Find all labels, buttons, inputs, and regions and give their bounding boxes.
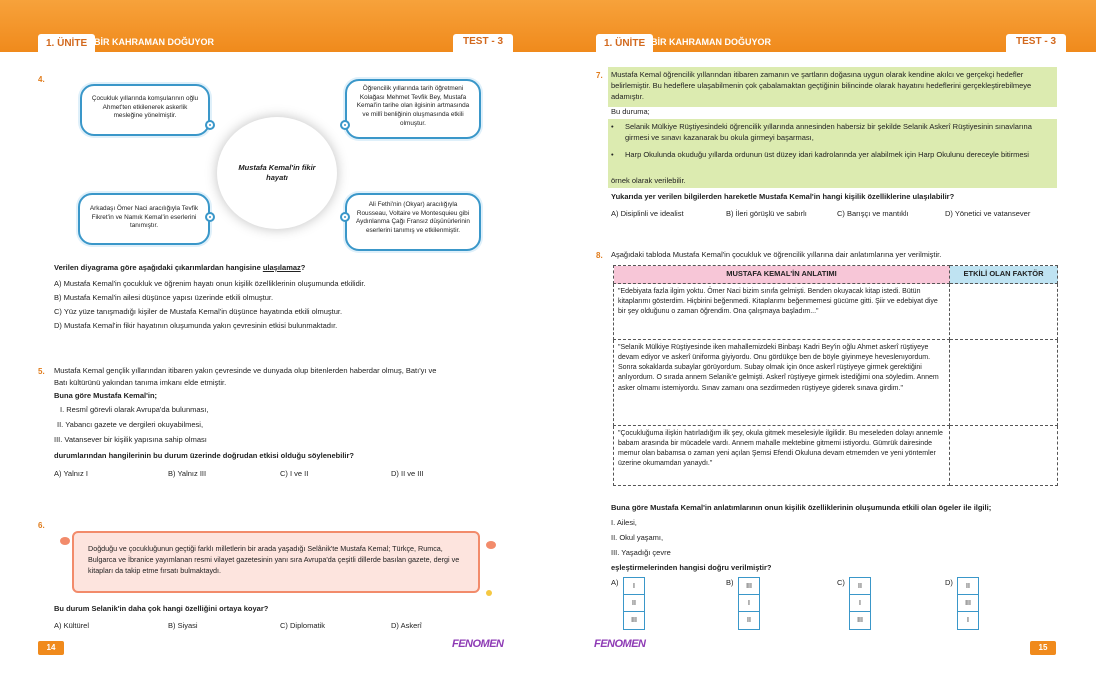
answer-value: I <box>624 578 644 595</box>
statement-item: III. Yaşadığı çevre <box>611 548 671 557</box>
question-stem: Bu durum Selanik'in daha çok hangi özelliğini ortaya koyar? <box>54 604 269 613</box>
stem-text: Verilen diyagrama göre aşağıdaki çıkarımlardan hangisine <box>54 263 263 272</box>
unit-title-right: BİR KAHRAMAN DOĞUYOR <box>651 37 771 47</box>
option-d-answer[interactable] <box>957 577 979 630</box>
statement-item: II. Okul yaşamı, <box>611 533 664 542</box>
diagram-center-label: Mustafa Kemal'in fikir hayatı <box>238 162 316 182</box>
question-stem <box>54 263 305 274</box>
answer-value: II <box>850 578 870 595</box>
unit-title-left: BİR KAHRAMAN DOĞUYOR <box>94 37 214 47</box>
answer-value: II <box>958 578 978 595</box>
question-stem: durumlarından hangilerinin bu durum üzerinde doğrudan etkisi olduğu söylenebilir? <box>54 451 355 460</box>
bullet-text: Harp Okulunda okuduğu yıllarda ordunun üst düzey idari kadrolarında yer alabilmek için Harp Okulunu dereceyle bitirmesi <box>625 150 1029 159</box>
question-stem: Yukarıda yer verilen bilgilerden hareketle Mustafa Kemal'in hangi kişilik özelliklerine ulaşılabilir? <box>611 192 955 201</box>
question-text: örnek olarak verilebilir. <box>611 176 686 185</box>
answer-value: II <box>624 595 644 612</box>
answer-value: I <box>967 617 969 624</box>
option-a[interactable]: A) Disiplinli ve idealist <box>611 209 684 218</box>
bullet-text: Selanik Mülkiye Rüştiyesindeki öğrencilik yıllarında annesinden habersiz bir şekilde Selanik Askerî Rüştiyesinin sınavlarına girmesi ve sınavı kazanarak bu okula girmeyi başarması, <box>625 122 1032 142</box>
option-c[interactable]: C) Yüz yüze tanışmadığı kişiler de Mustafa Kemal'in düşünce hayatında etkili olmuştur. <box>54 307 343 316</box>
table-cell: "Edebiyata fazla ilgim yoktu. Ömer Naci bizim sınıfa gelmişti. Benden okuyacak kitap istedi. Bütün kitaplarımı gösterdim. Hiçbirini beğenmedi. Kitaplarımı beğenmemesi gücüme gitti. Şiir ve edebiyat diye bir şey olduğunu o zaman öğrendim. Ona çalışmaya başladım..." <box>614 284 950 340</box>
statement-item: II. Yabancı gazete ve dergileri okuyabilmesi, <box>57 420 204 429</box>
statement-item: III. Vatansever bir kişilik yapısına sahip olması <box>54 435 207 444</box>
answer-value: II <box>747 617 751 624</box>
option-b-answer[interactable] <box>738 577 760 630</box>
page-number: 15 <box>1030 641 1056 655</box>
option-a[interactable]: A) Yalnız I <box>54 469 88 478</box>
option-a[interactable]: A) Kültürel <box>54 621 90 630</box>
option-b[interactable]: B) Mustafa Kemal'in ailesi düşünce yapısı üzerinde etkili olmuştur. <box>54 293 274 302</box>
question-text: Aşağıdaki tabloda Mustafa Kemal'in çocukluk ve öğrencilik yıllarına dair anlatımlarına yer verilmiştir. <box>611 250 942 259</box>
connector-dot-icon <box>205 212 215 222</box>
option-b[interactable]: B) Yalnız III <box>168 469 207 478</box>
answer-value: III <box>739 578 759 595</box>
unit-tag-right <box>596 34 653 52</box>
option-d[interactable]: D) Askerî <box>391 621 422 630</box>
quote-table <box>613 265 1058 486</box>
answer-value: I <box>739 595 759 612</box>
table-cell: "Çocukluğuma ilişkin hatırladığım ilk şey, okula gitmek meselesiyle ilgilidir. Bu meseleden dolayı annemle babam arasında bir mücadele vardı. Annem mahalle mektebine gitmemi istiyordu. Gümrük dairesinde memur olan babamsa o zaman yeni açılan Şemsi Efendi Okuluna devam etmemden ve yeni yöntemler üzerine okumamdan yanaydı." <box>614 426 950 486</box>
option-d-label[interactable]: D) <box>945 578 953 587</box>
option-a-answer[interactable] <box>623 577 645 630</box>
answer-cell <box>950 284 1058 340</box>
test-tag-left: TEST - 3 <box>453 34 513 52</box>
table-row <box>614 426 1058 486</box>
table-row <box>614 284 1058 340</box>
diagram-bubble-top-right: Öğrencilik yıllarında tarih öğretmeni Kolağası Mehmet Tevfik Bey, Mustafa Kemal'in tarihe olan ilgisinin artmasında ve millî benliğinin oluşmasında etkili olmuştur. <box>345 79 481 139</box>
question-number: 6. <box>38 521 45 530</box>
connector-dot-icon <box>205 120 215 130</box>
answer-value: I <box>850 595 870 612</box>
unit-tag-left <box>38 34 95 52</box>
unit-label: 1. ÜNİTE <box>604 37 646 49</box>
table-cell: "Selanik Mülkiye Rüştiyesinde iken mahallemizdeki Binbaşı Kadri Bey'in oğlu Ahmet askerî rüştiyeye devam ediyor ve askerî üniforma giyiyordu. Onu gördükçe ben de böyle giyinmeye heveslenıyordum. Sonra sokaklarda subaylar görüyordum. Subay olmak için önce askerî rüştiyeye girmek gerektiğini anlıyordum. O sırada annem Selanik'e gelmişti. Askerî rüştiyeye girmek istediğimi ona söyledim. Annem asker olmamı istemiyordu. Sınav zamanı ona sezdirmeden rüştiyeye giderek sınava girdim." <box>614 340 950 426</box>
stem-end: ? <box>300 263 306 272</box>
question-number: 4. <box>38 75 45 84</box>
decor-icon <box>486 541 496 549</box>
question-text: Batı kültürünü yakından tanıma imkanı elde etmiştir. <box>54 378 227 387</box>
column-header: ETKİLİ OLAN FAKTÖR <box>950 266 1058 284</box>
question-text: Bu duruma; <box>611 107 650 116</box>
bullet-icon: • <box>611 150 614 159</box>
option-c[interactable]: C) I ve II <box>280 469 309 478</box>
page-number: 14 <box>38 641 64 655</box>
option-a[interactable]: A) Mustafa Kemal'in çocukluk ve öğrenim hayatı onun kişilik özelliklerinin oluşumunda etkilidir. <box>54 279 366 288</box>
diagram-bubble-bottom-left: Arkadaşı Ömer Naci aracılığıyla Tevfik Fikret'in ve Namık Kemal'in eserlerini tanımıştır. <box>78 193 210 245</box>
statement-item: I. Resmî görevli olarak Avrupa'da bulunması, <box>60 405 209 414</box>
connector-dot-icon <box>340 212 350 222</box>
question-text: Mustafa Kemal gençlik yıllarından itibaren yakın çevresinde ve dunyada olup bitenlerden haberdar olmuş, Batı'yı ve <box>54 366 437 375</box>
column-header: MUSTAFA KEMAL'İN ANLATIMI <box>614 266 950 284</box>
text-box: Doğduğu ve çocukluğunun geçtiği farklı milletlerin bir arada yaşadığı Selânik'te Mustafa Kemal; Türkçe, Rumca, Bulgarca ve İbranice yayımlanan resmi vilayet gazetesinin yanı sıra Avrupa'da çeşitli dillerde basılan gazete, dergi ve kitapları da takip etme fırsatı bulmaktaydı. <box>72 531 480 593</box>
option-a-label[interactable]: A) <box>611 578 619 587</box>
publisher-logo: FENOMEN <box>594 638 646 650</box>
unit-label: 1. ÜNİTE <box>46 37 88 49</box>
stem-emphasis: ulaşılamaz <box>262 263 301 272</box>
question-number: 5. <box>38 367 45 376</box>
option-b[interactable]: B) İleri görüşlü ve sabırlı <box>726 209 807 218</box>
diagram-bubble-top-left: Çocukluk yıllarında komşularının oğlu Ahmet'ten etkilenerek askerlik mesleğine yönelmiştir. <box>80 84 210 136</box>
statement-item: I. Ailesi, <box>611 518 637 527</box>
question-text: Mustafa Kemal öğrencilik yıllarından itibaren zamanın ve şartların doğasına uygun olarak kendine akılcı ve gerçekçi hedefler belirlemiştir. Bu hedeflere ulaşabilmenin çok çabalamaktan geçtiğinin bilincinde olarak hayatını hedeflerini gerçekleştirebilmeye adamıştır. <box>611 70 1032 101</box>
option-b-label[interactable]: B) <box>726 578 734 587</box>
diagram-center <box>217 117 337 229</box>
answer-value: III <box>958 595 978 612</box>
question-number: 7. <box>596 71 603 80</box>
answer-value: III <box>631 617 637 624</box>
option-b[interactable]: B) Siyasi <box>168 621 198 630</box>
question-text: Buna göre Mustafa Kemal'in; <box>54 391 158 400</box>
option-c[interactable]: C) Barışçı ve mantıklı <box>837 209 909 218</box>
diagram-bubble-bottom-right: Ali Fethi'nin (Okyar) aracılığıyla Rousseau, Voltaire ve Montesquieu gibi Aydınlanma Çağı Fransız düşünürlerinin eserlerini tanımış ve etkilenmiştir. <box>345 193 481 251</box>
option-c-label[interactable]: C) <box>837 578 845 587</box>
question-stem: Buna göre Mustafa Kemal'in anlatımlarının onun kişilik özelliklerinin oluşumunda etkili olan ögeler ile ilgili; <box>611 503 992 512</box>
table-row <box>614 340 1058 426</box>
answer-value: III <box>857 617 863 624</box>
decor-icon <box>486 590 492 596</box>
test-tag-right: TEST - 3 <box>1006 34 1066 52</box>
connector-dot-icon <box>340 120 350 130</box>
answer-cell <box>950 340 1058 426</box>
table-header-row <box>614 266 1058 284</box>
option-d[interactable]: D) II ve III <box>391 469 424 478</box>
decor-icon <box>60 537 70 545</box>
question-stem: eşleştirmelerinden hangisi doğru verilmiştir? <box>611 563 772 572</box>
option-c-answer[interactable] <box>849 577 871 630</box>
option-d[interactable]: D) Yönetici ve vatansever <box>945 209 1031 218</box>
bullet-icon: • <box>611 122 614 131</box>
question-number: 8. <box>596 251 603 260</box>
option-d[interactable]: D) Mustafa Kemal'in fikir hayatının oluşumunda yakın çevresinin etkisi bulunmaktadır. <box>54 321 338 330</box>
publisher-logo: FENOMEN <box>452 638 504 650</box>
answer-cell <box>950 426 1058 486</box>
option-c[interactable]: C) Diplomatik <box>280 621 326 630</box>
